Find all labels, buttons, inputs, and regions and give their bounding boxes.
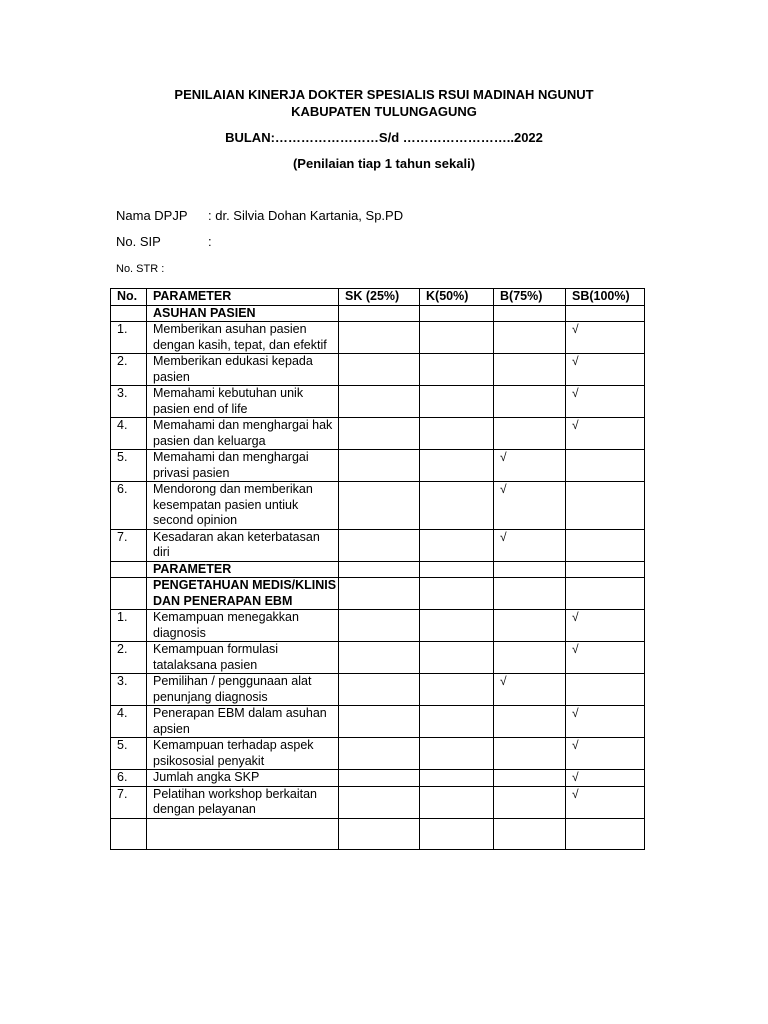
rating-cell-sk (339, 354, 420, 386)
rating-cell-k (420, 529, 494, 561)
rating-cell-sk (339, 418, 420, 450)
rating-cell-sb (566, 610, 645, 642)
row-number: 7. (111, 529, 147, 561)
row-number: 1. (111, 610, 147, 642)
rating-cell-sk (339, 305, 420, 322)
rating-cell-sk (339, 770, 420, 787)
rating-cell-sb (566, 578, 645, 610)
table-row (111, 770, 645, 787)
period-line: BULAN:……………………S/d ……………………..2022 (225, 130, 543, 145)
rating-cell-k (420, 482, 494, 530)
doctor-name-label: Nama DPJP (116, 208, 188, 223)
rating-cell-sb (566, 674, 645, 706)
table-row (111, 386, 645, 418)
check-mark-icon: √ (572, 738, 579, 752)
doctor-name-row (116, 208, 403, 224)
rating-cell-sb (566, 738, 645, 770)
rating-cell-b (494, 450, 566, 482)
empty-row (111, 818, 645, 849)
rating-cell-k (420, 786, 494, 818)
rating-cell-b (494, 706, 566, 738)
parameter-text: Memahami dan menghargai privasi pasien (147, 450, 339, 482)
parameter-text: Penerapan EBM dalam asuhan apsien (147, 706, 339, 738)
parameter-text: Memberikan edukasi kepada pasien (147, 354, 339, 386)
rating-cell-k (420, 674, 494, 706)
col-header-b: B(75%) (494, 289, 566, 306)
check-mark-icon: √ (500, 482, 507, 496)
row-number: 7. (111, 786, 147, 818)
section-title-row (111, 305, 645, 322)
rating-cell-sb (566, 322, 645, 354)
rating-cell-sk (339, 674, 420, 706)
parameter-text: Pemilihan / penggunaan alat penunjang diagnosis (147, 674, 339, 706)
table-row (111, 738, 645, 770)
rating-cell-sb (566, 305, 645, 322)
col-header-parameter: PARAMETER (147, 289, 339, 306)
rating-cell-k (420, 706, 494, 738)
row-number: 3. (111, 386, 147, 418)
check-mark-icon: √ (572, 610, 579, 624)
rating-cell-b (494, 482, 566, 530)
row-number: 6. (111, 770, 147, 787)
rating-cell-sb (566, 786, 645, 818)
table-row (111, 786, 645, 818)
rating-cell-sk (339, 561, 420, 578)
table-row (111, 529, 645, 561)
rating-cell-sb (566, 450, 645, 482)
parameter-text: Memahami kebutuhan unik pasien end of life (147, 386, 339, 418)
parameter-text: Kemampuan formulasi tatalaksana pasien (147, 642, 339, 674)
col-header-sk: SK (25%) (339, 289, 420, 306)
rating-cell-sb (566, 529, 645, 561)
parameter-text: Mendorong dan memberikan kesempatan pasien untiuk second opinion (147, 482, 339, 530)
rating-cell-sb (566, 482, 645, 530)
rating-cell-b (494, 354, 566, 386)
rating-cell-sk (339, 738, 420, 770)
check-mark-icon: √ (500, 674, 507, 688)
check-mark-icon: √ (572, 642, 579, 656)
section-title-row (111, 561, 645, 578)
form-title-line1: PENILAIAN KINERJA DOKTER SPESIALIS RSUI MADINAH NGUNUT (174, 87, 594, 102)
rating-cell-b (494, 322, 566, 354)
rating-cell-b (494, 610, 566, 642)
form-title-line2: KABUPATEN TULUNGAGUNG (291, 104, 477, 119)
str-row (116, 261, 164, 277)
row-number (111, 305, 147, 322)
empty-cell (494, 818, 566, 849)
rating-cell-b (494, 674, 566, 706)
row-number: 2. (111, 642, 147, 674)
assessment-note: (Penilaian tiap 1 tahun sekali) (292, 156, 476, 171)
rating-cell-sk (339, 482, 420, 530)
row-number: 4. (111, 706, 147, 738)
row-number: 3. (111, 674, 147, 706)
section-title: PENGETAHUAN MEDIS/KLINIS DAN PENERAPAN EBM (147, 578, 339, 610)
rating-cell-b (494, 770, 566, 787)
table-row (111, 610, 645, 642)
rating-cell-k (420, 450, 494, 482)
rating-cell-k (420, 770, 494, 787)
rating-cell-k (420, 322, 494, 354)
rating-cell-b (494, 386, 566, 418)
rating-cell-sb (566, 386, 645, 418)
row-number: 5. (111, 450, 147, 482)
rating-cell-sk (339, 786, 420, 818)
assessment-table (110, 288, 645, 850)
table-row (111, 418, 645, 450)
empty-cell (339, 818, 420, 849)
rating-cell-sb (566, 418, 645, 450)
rating-cell-sk (339, 529, 420, 561)
row-number: 1. (111, 322, 147, 354)
parameter-text: Memahami dan menghargai hak pasien dan keluarga (147, 418, 339, 450)
empty-cell (420, 818, 494, 849)
check-mark-icon: √ (500, 529, 507, 544)
row-number (111, 561, 147, 578)
sip-label: No. SIP (116, 234, 161, 249)
table-header-row (111, 289, 645, 306)
col-header-sb: SB(100%) (566, 289, 645, 306)
table-row (111, 642, 645, 674)
table-body (111, 305, 645, 849)
row-number (111, 578, 147, 610)
table-row (111, 706, 645, 738)
rating-cell-sb (566, 770, 645, 787)
table-row (111, 322, 645, 354)
rating-cell-k (420, 386, 494, 418)
rating-cell-sk (339, 642, 420, 674)
empty-cell (111, 818, 147, 849)
row-number: 6. (111, 482, 147, 530)
row-number: 4. (111, 418, 147, 450)
rating-cell-k (420, 738, 494, 770)
rating-cell-b (494, 561, 566, 578)
str-label: No. STR : (116, 263, 165, 275)
parameter-text: Kemampuan menegakkan diagnosis (147, 610, 339, 642)
rating-cell-sb (566, 706, 645, 738)
table-row (111, 482, 645, 530)
rating-cell-b (494, 529, 566, 561)
rating-cell-b (494, 418, 566, 450)
parameter-text: Kesadaran akan keterbatasan diri (147, 529, 339, 561)
parameter-text: Memberikan asuhan pasien dengan kasih, tepat, dan efektif (147, 322, 339, 354)
check-mark-icon: √ (572, 786, 579, 801)
check-mark-icon: √ (572, 706, 579, 720)
rating-cell-sk (339, 322, 420, 354)
rating-cell-sb (566, 354, 645, 386)
rating-cell-k (420, 642, 494, 674)
rating-cell-b (494, 738, 566, 770)
rating-cell-b (494, 578, 566, 610)
empty-cell (147, 818, 339, 849)
rating-cell-sk (339, 578, 420, 610)
parameter-text: Kemampuan terhadap aspek psikososial penyakit (147, 738, 339, 770)
rating-cell-sb (566, 642, 645, 674)
rating-cell-k (420, 354, 494, 386)
table-row (111, 354, 645, 386)
rating-cell-k (420, 418, 494, 450)
parameter-text: Jumlah angka SKP (147, 770, 339, 787)
check-mark-icon: √ (572, 354, 579, 368)
section-title: ASUHAN PASIEN (147, 305, 339, 322)
col-header-no: No. (111, 289, 147, 306)
section-title: PARAMETER (147, 561, 339, 578)
check-mark-icon: √ (572, 322, 579, 336)
rating-cell-sk (339, 450, 420, 482)
check-mark-icon: √ (572, 770, 579, 784)
check-mark-icon: √ (500, 450, 507, 464)
table-row (111, 450, 645, 482)
rating-cell-k (420, 305, 494, 322)
parameter-text: Pelatihan workshop berkaitan dengan pelayanan (147, 786, 339, 818)
rating-cell-k (420, 578, 494, 610)
rating-cell-sk (339, 706, 420, 738)
table-row (111, 674, 645, 706)
rating-cell-b (494, 642, 566, 674)
rating-cell-b (494, 305, 566, 322)
rating-cell-sk (339, 386, 420, 418)
doctor-name-value: : dr. Silvia Dohan Kartania, Sp.PD (208, 208, 404, 223)
rating-cell-k (420, 610, 494, 642)
rating-cell-b (494, 786, 566, 818)
rating-cell-sk (339, 610, 420, 642)
sip-row (116, 234, 212, 250)
check-mark-icon: √ (572, 386, 579, 400)
row-number: 2. (111, 354, 147, 386)
rating-cell-k (420, 561, 494, 578)
check-mark-icon: √ (572, 418, 579, 432)
rating-cell-sb (566, 561, 645, 578)
empty-cell (566, 818, 645, 849)
sip-value: : (208, 234, 212, 249)
col-header-k: K(50%) (420, 289, 494, 306)
row-number: 5. (111, 738, 147, 770)
section-title-row (111, 578, 645, 610)
